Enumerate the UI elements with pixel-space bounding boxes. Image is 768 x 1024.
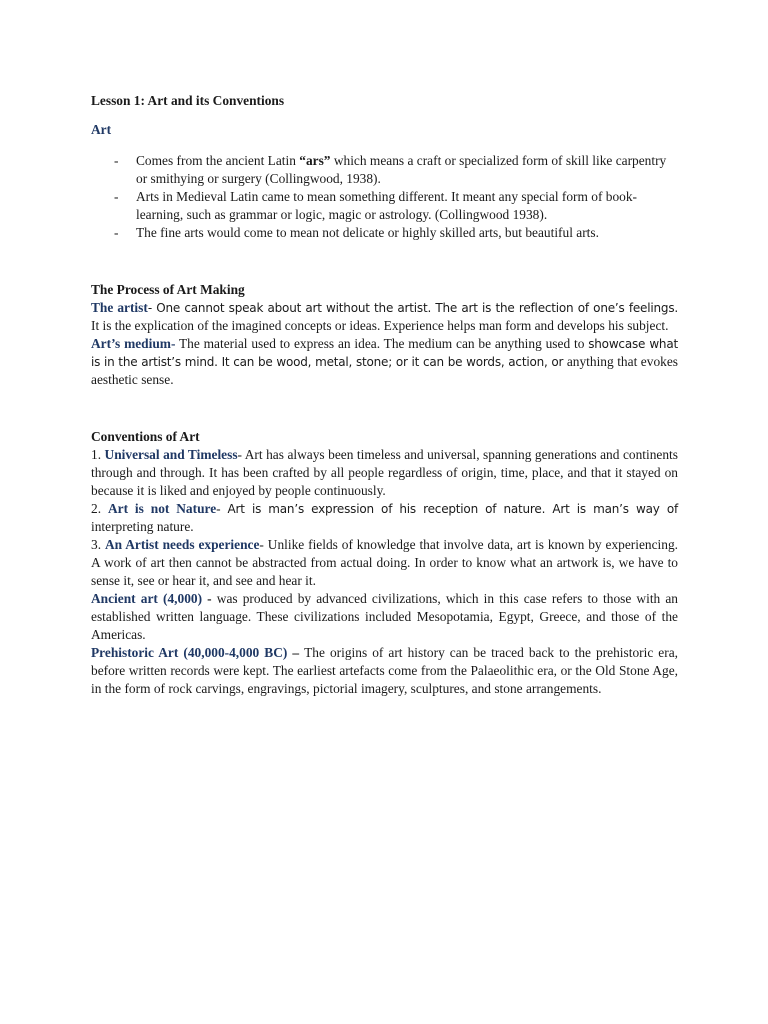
conventions-section-title: Conventions of Art [91, 429, 200, 444]
convention-item: 3. An Artist needs experience- Unlike fields of knowledge that involve data, art is known by experiencing. A work of art then cannot be abstracted from actual doing. In order to know what an artwork is, we have to sense it, see or hear it, and see and hear it. [91, 537, 678, 588]
latin-term: “ars” [299, 153, 331, 168]
art-heading: Art [91, 122, 112, 137]
convention-item: 2. Art is not Nature- Art is man’s expression of his reception of nature. Art is man’s way of interpreting nature. [91, 501, 678, 534]
artist-term: The artist [91, 300, 148, 315]
convention-term: Universal and Timeless [104, 447, 238, 462]
dash-bullet: - [114, 225, 119, 240]
dash-bullet: - [114, 189, 119, 204]
dash-bullet: - [114, 153, 119, 168]
process-section-title: The Process of Art Making [91, 282, 245, 297]
prehistoric-art-term: Prehistoric Art (40,000-4,000 BC) [91, 645, 288, 660]
artist-paragraph: The artist- One cannot speak about art without the artist. The art is the reflection of one’s feelings. It is the explication of the imagined concepts or ideas. Experience helps man form and develops his subject. [91, 300, 679, 333]
convention-term: Art is not Nature [107, 501, 217, 516]
ancient-art-term: Ancient art (4,000) [91, 591, 203, 606]
medium-paragraph: Art’s medium- The material used to express an idea. The medium can be anything used to showcase what is in the artist’s mind. It can be wood, metal, stone; or it can be words, action, or anything that evokes aesthetic sense. [91, 336, 678, 387]
list-item: - The fine arts would come to mean not delicate or highly skilled arts, but beautiful arts. [114, 225, 599, 240]
document-page [91, 92, 678, 698]
convention-term: An Artist needs experience [104, 537, 260, 552]
lesson-title: Lesson 1: Art and its Conventions [91, 93, 285, 108]
ancient-art-paragraph: Ancient art (4,000) - was produced by advanced civilizations, which in this case refers to those with an established written language. These civilizations included Mesopotamia, Egypt, Greece, and those of the Americas. [91, 591, 679, 642]
art-definition-list [91, 152, 678, 242]
list-item: - Comes from the ancient Latin “ars” which means a craft or specialized form of skill like carpentry or smithying or surgery (Collingwood, 1938). [114, 153, 667, 186]
list-item: - Arts in Medieval Latin came to mean something different. It meant any special form of book-learning, such as grammar or logic, magic or astrology. (Collingwood 1938). [114, 189, 638, 222]
convention-item: 1. Universal and Timeless- Art has always been timeless and universal, spanning generations and continents through and through. It has been crafted by all people regardless of origin, time, place, and that it stayed on because it is liked and enjoyed by people continuously. [91, 447, 678, 498]
prehistoric-art-paragraph: Prehistoric Art (40,000-4,000 BC) – The origins of art history can be traced back to the prehistoric era, before written records were kept. The earliest artefacts come from the Palaeolithic era, or the Old Stone Age, in the form of rock carvings, engravings, pictorial imagery, sculptures, and stone arrangements. [91, 645, 678, 696]
medium-term: Art’s medium- [91, 336, 176, 351]
